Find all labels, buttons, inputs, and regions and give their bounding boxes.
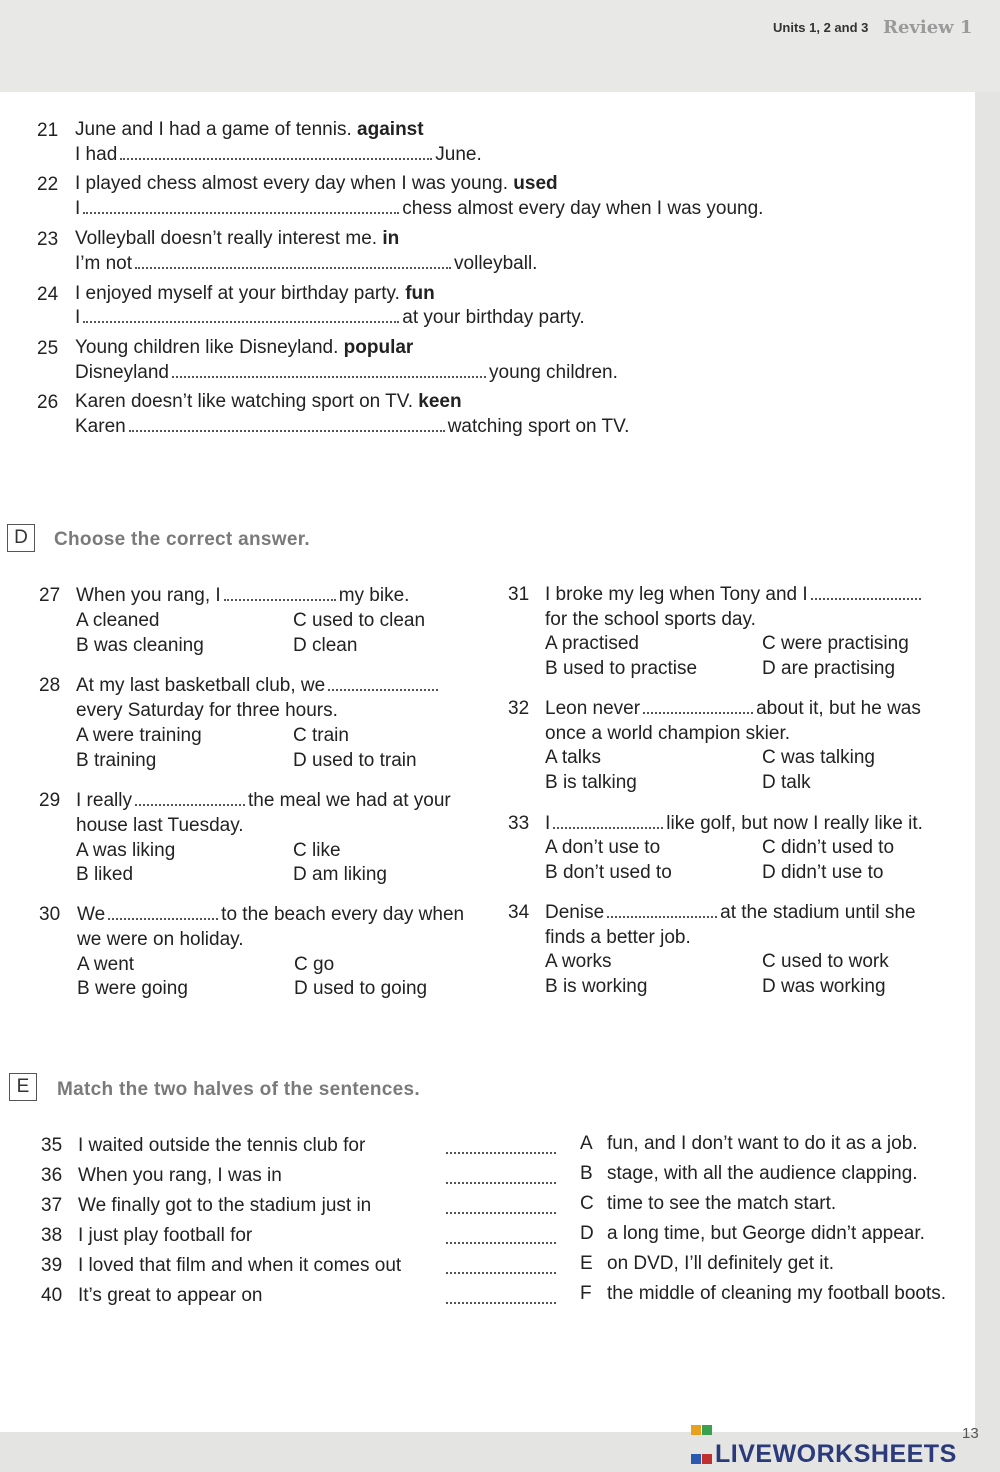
question-number: 27	[39, 585, 61, 606]
prompt-text: I enjoyed myself at your birthday party.	[75, 283, 400, 304]
match-start: I loved that film and when it comes out	[78, 1255, 402, 1276]
item-prompt	[75, 227, 399, 251]
page-header	[0, 0, 1000, 92]
question-text-line2: for the school sports day.	[545, 609, 756, 630]
answer-blank[interactable]	[83, 306, 399, 323]
question-text	[76, 584, 409, 609]
key-word: keen	[418, 391, 462, 412]
answer-line	[75, 143, 482, 167]
match-end: stage, with all the audience clapping.	[607, 1163, 918, 1184]
answer-end: young children.	[489, 362, 618, 383]
answer-end: chess almost every day when I was young.	[402, 198, 764, 219]
option-d[interactable]: D didn’t use to	[762, 862, 884, 883]
key-word: popular	[343, 337, 414, 358]
answer-line	[75, 415, 629, 439]
item-number: 26	[37, 392, 59, 413]
item-number: 25	[37, 338, 59, 359]
answer-blank[interactable]	[643, 697, 753, 714]
answer-blank[interactable]	[120, 143, 432, 160]
match-start: It’s great to appear on	[78, 1285, 263, 1306]
question-text-part: At my last basketball club, we	[76, 675, 326, 696]
question-text-part: at the stadium until she	[720, 902, 916, 923]
match-answer-blank[interactable]	[446, 1288, 556, 1304]
answer-end: June.	[435, 144, 482, 165]
question-text-part: Leon never	[545, 698, 641, 719]
option-c[interactable]: C were practising	[762, 633, 909, 654]
match-start: I just play football for	[78, 1225, 253, 1246]
option-d[interactable]: D am liking	[293, 864, 387, 885]
question-text-part: Denise	[545, 902, 605, 923]
option-a[interactable]: A went	[77, 954, 135, 975]
option-a[interactable]: A practised	[545, 633, 639, 654]
prompt-text: Karen doesn’t like watching sport on TV.	[75, 391, 413, 412]
key-word: in	[382, 228, 400, 249]
key-word: against	[357, 119, 424, 140]
question-text	[77, 903, 464, 928]
option-b[interactable]: B is talking	[545, 772, 637, 793]
item-number: 21	[37, 120, 59, 141]
answer-blank[interactable]	[172, 361, 486, 378]
option-d[interactable]: D used to going	[294, 978, 428, 999]
option-b[interactable]: B used to practise	[545, 658, 698, 679]
option-c[interactable]: C like	[293, 840, 341, 861]
match-answer-blank[interactable]	[446, 1228, 556, 1244]
match-letter: C	[580, 1193, 594, 1214]
answer-end: watching sport on TV.	[447, 416, 630, 437]
section-e-label: E	[9, 1073, 37, 1101]
option-a[interactable]: A were training	[76, 725, 202, 746]
match-letter: F	[580, 1283, 592, 1304]
question-text-part: my bike.	[338, 585, 410, 606]
match-end: a long time, but George didn’t appear.	[607, 1223, 925, 1244]
match-answer-blank[interactable]	[446, 1138, 556, 1154]
match-start: When you rang, I was in	[78, 1165, 282, 1186]
match-number: 36	[41, 1165, 63, 1186]
match-end: on DVD, I’ll definitely get it.	[607, 1253, 835, 1274]
question-text-part: to the beach every day when	[221, 904, 465, 925]
match-end: the middle of cleaning my football boots.	[607, 1283, 947, 1304]
answer-end: volleyball.	[454, 253, 538, 274]
header-review: Review 1	[883, 17, 973, 38]
option-a[interactable]: A works	[545, 951, 612, 972]
option-a[interactable]: A don’t use to	[545, 837, 661, 858]
question-text-part: I	[545, 813, 551, 834]
key-word: used	[513, 173, 558, 194]
question-text-part: When you rang, I	[76, 585, 221, 606]
answer-blank[interactable]	[108, 903, 218, 920]
item-number: 23	[37, 229, 59, 250]
question-text	[545, 901, 916, 926]
answer-end: at your birthday party.	[402, 307, 585, 328]
question-text	[545, 583, 924, 608]
question-number: 31	[508, 584, 530, 605]
liveworksheets-logo	[691, 1414, 957, 1469]
option-c[interactable]: C used to clean	[293, 610, 426, 631]
match-end: fun, and I don’t want to do it as a job.	[607, 1133, 918, 1154]
match-answer-blank[interactable]	[446, 1258, 556, 1274]
question-text	[76, 674, 441, 699]
question-text-part: I really	[76, 790, 132, 811]
item-prompt	[75, 118, 424, 142]
section-d-label: D	[7, 524, 35, 552]
match-number: 40	[41, 1285, 63, 1306]
brand-name: LIVEWORKSHEETS	[715, 1440, 957, 1468]
question-text-line2: every Saturday for three hours.	[76, 700, 338, 721]
match-start: I waited outside the tennis club for	[78, 1135, 366, 1156]
option-d[interactable]: D clean	[293, 635, 358, 656]
question-text-part: about it, but he was	[756, 698, 921, 719]
option-a[interactable]: A talks	[545, 747, 601, 768]
match-end: time to see the match start.	[607, 1193, 837, 1214]
match-letter: D	[580, 1223, 594, 1244]
question-text-part: We	[77, 904, 106, 925]
section-e-title: Match the two halves of the sentences.	[57, 1079, 420, 1100]
question-number: 33	[508, 813, 530, 834]
answer-line	[75, 306, 585, 330]
match-letter: B	[580, 1163, 593, 1184]
answer-start: Karen	[75, 416, 126, 437]
item-number: 22	[37, 174, 59, 195]
answer-blank[interactable]	[135, 252, 451, 269]
answer-start: I had	[75, 144, 118, 165]
key-word: fun	[405, 283, 435, 304]
answer-blank[interactable]	[135, 789, 245, 806]
question-text-line2: house last Tuesday.	[76, 815, 244, 836]
question-text-line2: once a world champion skier.	[545, 723, 791, 744]
match-number: 38	[41, 1225, 63, 1246]
answer-line	[75, 361, 618, 385]
option-b[interactable]: B don’t used to	[545, 862, 672, 883]
prompt-text: Young children like Disneyland.	[75, 337, 339, 358]
answer-blank[interactable]	[328, 674, 438, 691]
question-number: 32	[508, 698, 530, 719]
option-d[interactable]: D talk	[762, 772, 811, 793]
match-number: 35	[41, 1135, 63, 1156]
match-start: We finally got to the stadium just in	[78, 1195, 372, 1216]
option-c[interactable]: C used to work	[762, 951, 889, 972]
header-units: Units 1, 2 and 3	[773, 20, 869, 35]
match-answer-blank[interactable]	[446, 1168, 556, 1184]
match-letter: A	[580, 1133, 593, 1154]
match-number: 39	[41, 1255, 63, 1276]
answer-blank[interactable]	[811, 583, 921, 600]
option-a[interactable]: A cleaned	[76, 610, 160, 631]
question-text-part: I broke my leg when Tony and I	[545, 584, 808, 605]
answer-start: Disneyland	[75, 362, 169, 383]
match-letter: E	[580, 1253, 593, 1274]
option-d[interactable]: D was working	[762, 976, 886, 997]
item-prompt	[75, 172, 558, 196]
question-text-line2: finds a better job.	[545, 927, 691, 948]
match-answer-blank[interactable]	[446, 1198, 556, 1214]
prompt-text: Volleyball doesn’t really interest me.	[75, 228, 378, 249]
option-b[interactable]: B is working	[545, 976, 648, 997]
answer-start: I’m not	[75, 253, 133, 274]
question-number: 30	[39, 904, 61, 925]
question-text-part: the meal we had at your	[247, 790, 451, 811]
option-c[interactable]: C go	[294, 954, 335, 975]
question-text	[545, 697, 921, 722]
option-b[interactable]: B was cleaning	[76, 635, 204, 656]
answer-line	[75, 197, 763, 221]
option-c[interactable]: C was talking	[762, 747, 875, 768]
section-d-title: Choose the correct answer.	[54, 529, 310, 550]
option-a[interactable]: A was liking	[76, 840, 176, 861]
question-text	[76, 789, 451, 814]
option-c[interactable]: C didn’t used to	[762, 837, 895, 858]
item-prompt	[75, 282, 435, 306]
answer-blank[interactable]	[129, 415, 445, 432]
question-number: 28	[39, 675, 61, 696]
answer-line	[75, 252, 537, 276]
liveworksheets-icon	[691, 1414, 713, 1436]
question-text-part: like golf, but now I really like it.	[666, 813, 923, 834]
item-number: 24	[37, 284, 59, 305]
question-text-line2: we were on holiday.	[77, 929, 244, 950]
answer-blank[interactable]	[83, 197, 399, 214]
answer-blank[interactable]	[553, 812, 663, 829]
page-number: 13	[962, 1425, 979, 1442]
match-number: 37	[41, 1195, 63, 1216]
option-d[interactable]: D used to train	[293, 750, 417, 771]
answer-blank[interactable]	[607, 901, 717, 918]
item-prompt	[75, 390, 462, 414]
option-b[interactable]: B training	[76, 750, 157, 771]
question-text	[545, 812, 923, 837]
option-b[interactable]: B liked	[76, 864, 134, 885]
answer-blank[interactable]	[224, 584, 336, 601]
option-b[interactable]: B were going	[77, 978, 188, 999]
prompt-text: June and I had a game of tennis.	[75, 119, 352, 140]
prompt-text: I played chess almost every day when I was young.	[75, 173, 509, 194]
question-number: 34	[508, 902, 530, 923]
option-c[interactable]: C train	[293, 725, 349, 746]
answer-start: I	[75, 198, 81, 219]
answer-start: I	[75, 307, 81, 328]
option-d[interactable]: D are practising	[762, 658, 896, 679]
question-number: 29	[39, 790, 61, 811]
item-prompt	[75, 336, 413, 360]
